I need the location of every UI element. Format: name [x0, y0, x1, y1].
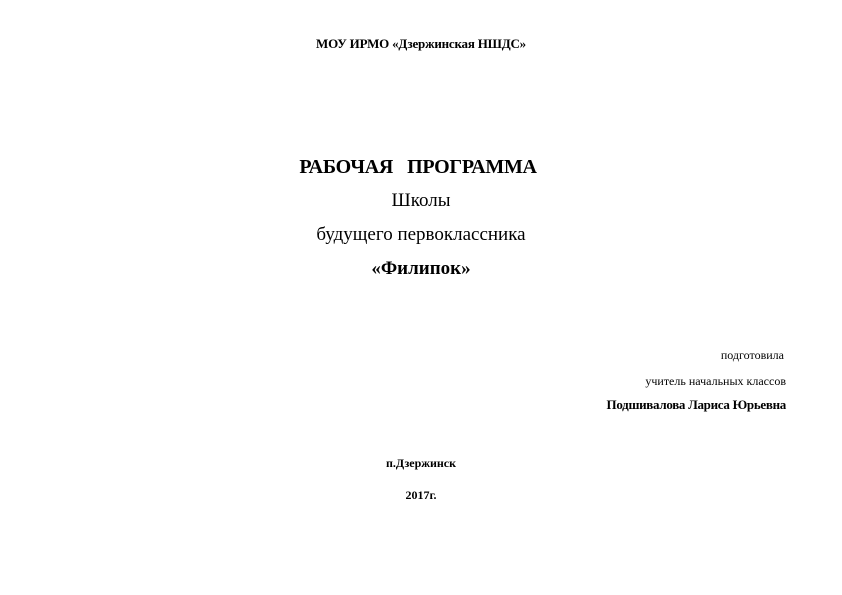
document-type-title: РАБОЧАЯ ПРОГРАММА: [299, 156, 537, 178]
subtitle-line-1: Школы: [391, 190, 451, 211]
prepared-by-label: подготовила: [720, 348, 784, 362]
place-name: п.Дзержинск: [385, 456, 457, 470]
year: 2017г.: [405, 488, 437, 502]
author-position: учитель начальных классов: [645, 374, 786, 388]
author-name: Подшивалова Лариса Юрьевна: [606, 397, 786, 412]
organization-name: МОУ ИРМО «Дзержинская НШДС»: [316, 36, 526, 51]
program-name: «Филипок»: [371, 258, 471, 279]
subtitle-line-2: будущего первоклассника: [316, 224, 526, 245]
